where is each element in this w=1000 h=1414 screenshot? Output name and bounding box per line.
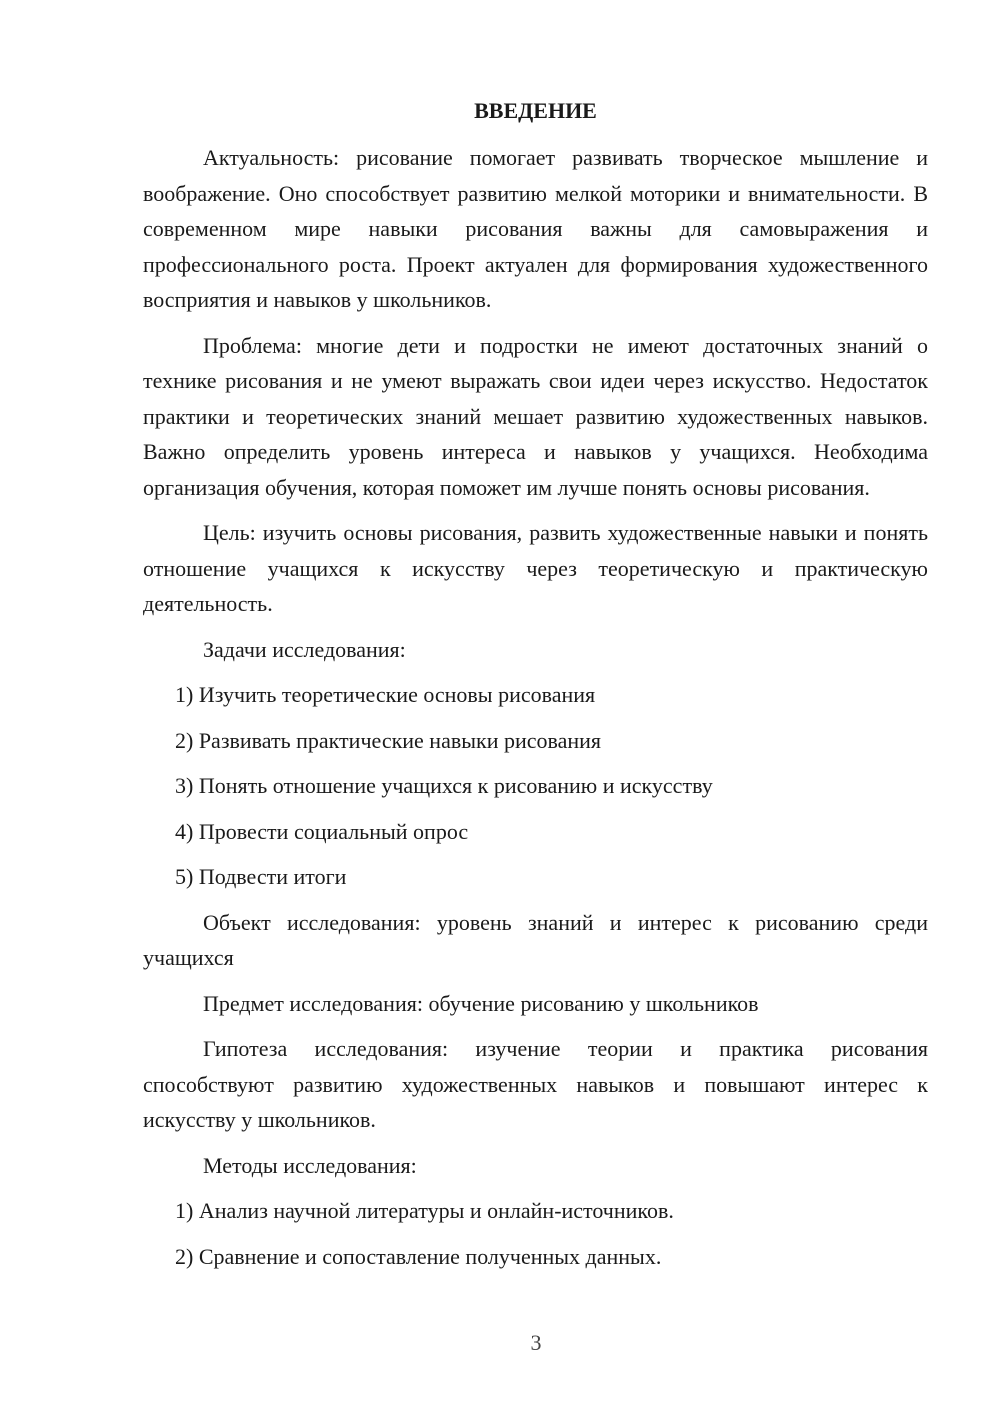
relevance-paragraph: Актуальность: рисование помогает развивать творческое мышление и воображение. Оно способствует развитию мелкой моторики и внимательности. В современном мире навыки рисования важны для самовыражения и профессионального роста. Проект актуален для формирования художественного восприятия и навыков у школьников. [143,145,928,312]
tasks-heading: Задачи исследования: [203,636,406,662]
task-item: 3) Понять отношение учащихся к рисованию и искусству [175,773,713,798]
subject-paragraph: Предмет исследования: обучение рисованию у школьников [203,990,759,1016]
page-title: ВВЕДЕНИЕ [474,98,597,123]
object-paragraph: Объект исследования: уровень знаний и интерес к рисованию среди учащихся [143,909,928,970]
problem-paragraph: Проблема: многие дети и подростки не имеют достаточных знаний о технике рисования и не умеют выражать свои идеи через искусство. Недостаток практики и теоретических знаний мешает развитию художественных навыков. Важно определить уровень интереса и навыков у учащихся. Необходима организация обучения, которая поможет им лучше понять основы рисования. [143,332,928,500]
page-number: 3 [530,1330,542,1355]
task-item: 1) Изучить теоретические основы рисования [175,682,596,707]
methods-heading: Методы исследования: [203,1152,417,1178]
hypothesis-paragraph: Гипотеза исследования: изучение теории и практика рисования способствуют развитию художественных навыков и повышают интерес к искусству у школьников. [143,1036,928,1132]
method-item: 1) Анализ научной литературы и онлайн-источников. [175,1198,674,1223]
task-item: 5) Подвести итоги [175,864,347,889]
task-item: 4) Провести социальный опрос [175,818,469,844]
goal-paragraph: Цель: изучить основы рисования, развить художественные навыки и понять отношение учащихся к искусству через теоретическую и практическую деятельность. [143,520,928,616]
page-content [143,93,928,1284]
task-item: 2) Развивать практические навыки рисования [175,727,602,753]
method-item: 2) Сравнение и сопоставление полученных данных. [175,1243,662,1269]
